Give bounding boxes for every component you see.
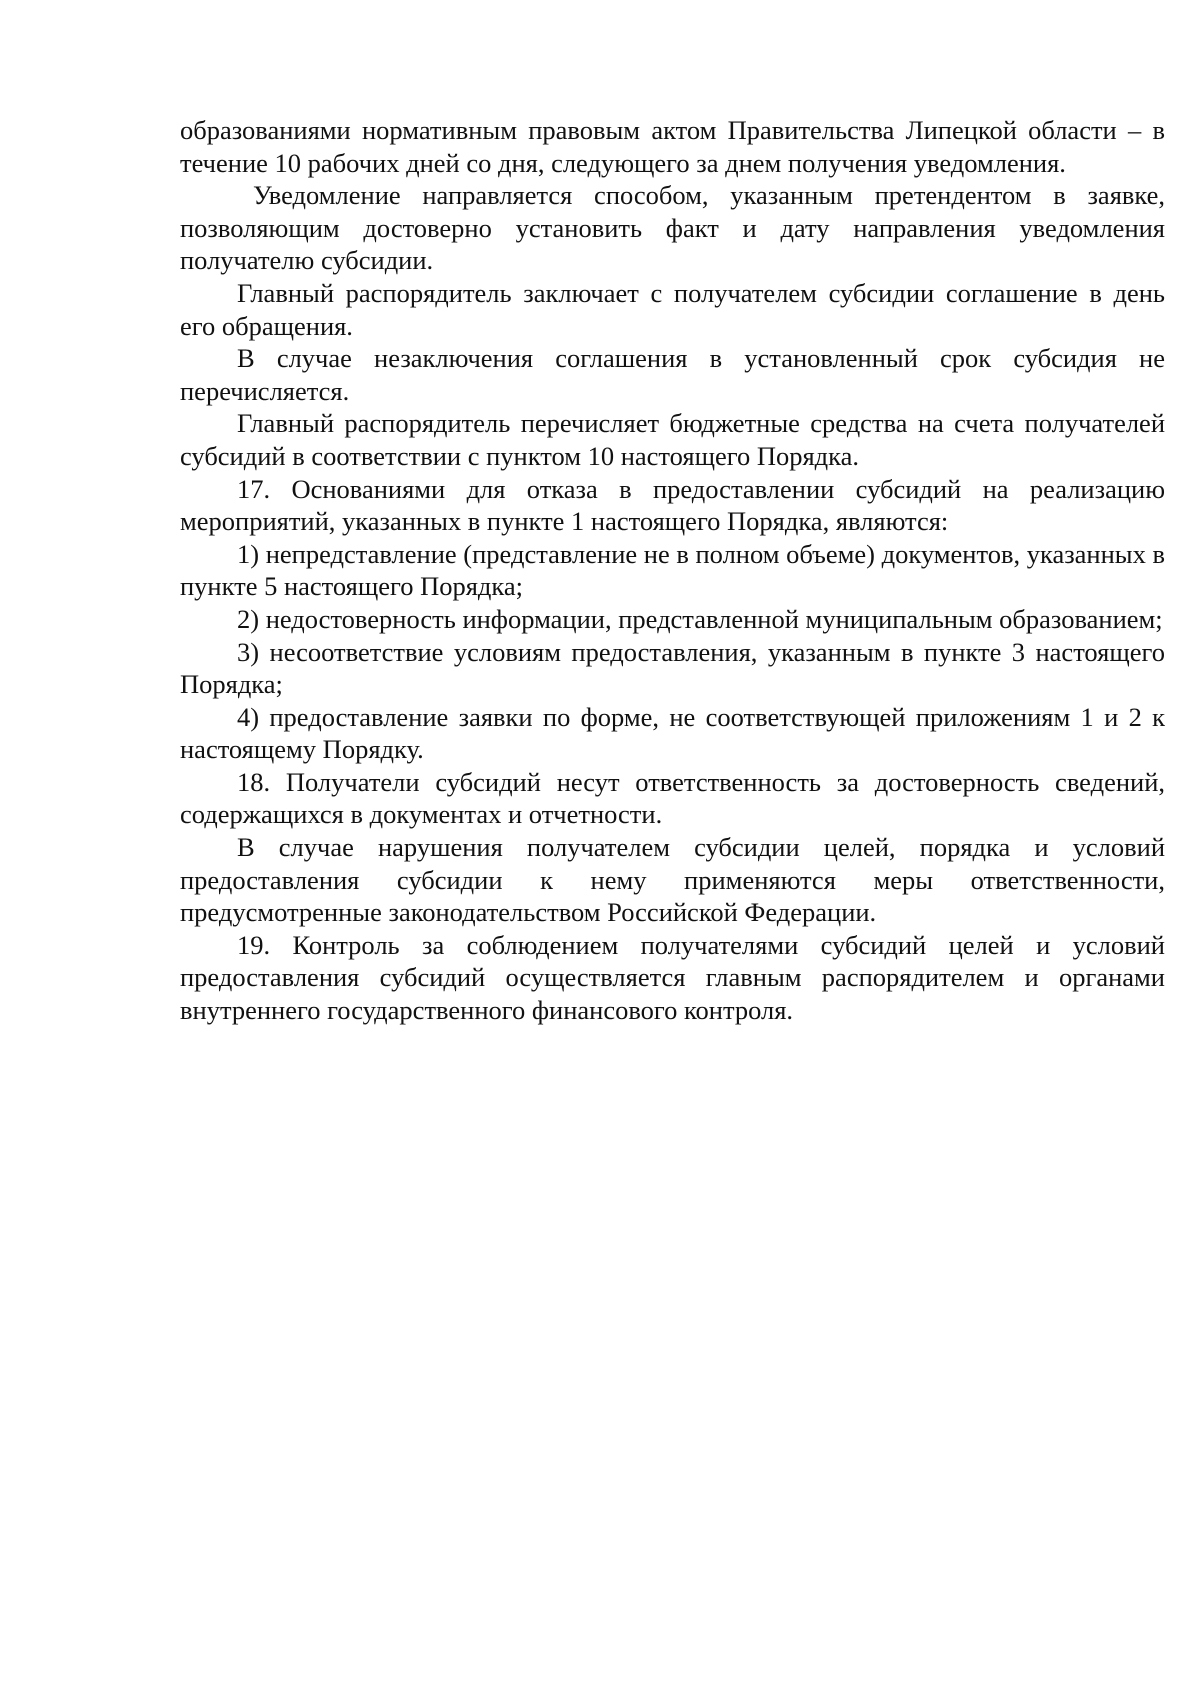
- paragraph-clause-17-item-4: 4) предоставление заявки по форме, не соответствующей приложениям 1 и 2 к настоящему Порядку.: [180, 701, 1165, 765]
- paragraph-non-conclusion: В случае незаключения соглашения в установленный срок субсидия не перечисляется.: [180, 343, 1165, 406]
- paragraph-clause-17-item-2: 2) недостоверность информации, представленной муниципальным образованием;: [237, 603, 1163, 634]
- paragraph-continuation: образованиями нормативным правовым актом Правительства Липецкой области – в течение 10 рабочих дней со дня, следующего за днем получения уведомления.: [180, 115, 1165, 178]
- paragraph-funds-transfer: Главный распорядитель перечисляет бюджетные средства на счета получателей субсидий в соответствии с пунктом 10 настоящего Порядка.: [180, 408, 1165, 471]
- paragraph-agreement-conclusion: Главный распорядитель заключает с получателем субсидии соглашение в день его обращения.: [180, 277, 1165, 341]
- paragraph-clause-17-item-1: 1) непредставление (представление не в полном объеме) документов, указанных в пункте 5 настоящего Порядка;: [180, 538, 1165, 602]
- paragraph-violation-measures: В случае нарушения получателем субсидии целей, порядка и условий предоставления субсидии к нему применяются меры ответственности, предусмотренные законодательством Российской Федерации.: [180, 832, 1165, 928]
- paragraph-clause-17-item-3: 3) несоответствие условиям предоставления, указанным в пункте 3 настоящего Порядка;: [180, 636, 1165, 700]
- paragraph-clause-19: 19. Контроль за соблюдением получателями субсидий целей и условий предоставления субсидий осуществляется главным распорядителем и органами внутреннего государственного финансового контроля.: [180, 929, 1165, 1026]
- document-body: [180, 114, 1165, 1027]
- paragraph-clause-18: 18. Получатели субсидий несут ответственность за достоверность сведений, содержащихся в документах и отчетности.: [180, 766, 1165, 830]
- paragraph-notification-method: Уведомление направляется способом, указанным претендентом в заявке, позволяющим достоверно установить факт и дату направления уведомления получателю субсидии.: [180, 180, 1165, 276]
- paragraph-clause-17: 17. Основаниями для отказа в предоставлении субсидий на реализацию мероприятий, указанных в пункте 1 настоящего Порядка, являются:: [180, 473, 1165, 537]
